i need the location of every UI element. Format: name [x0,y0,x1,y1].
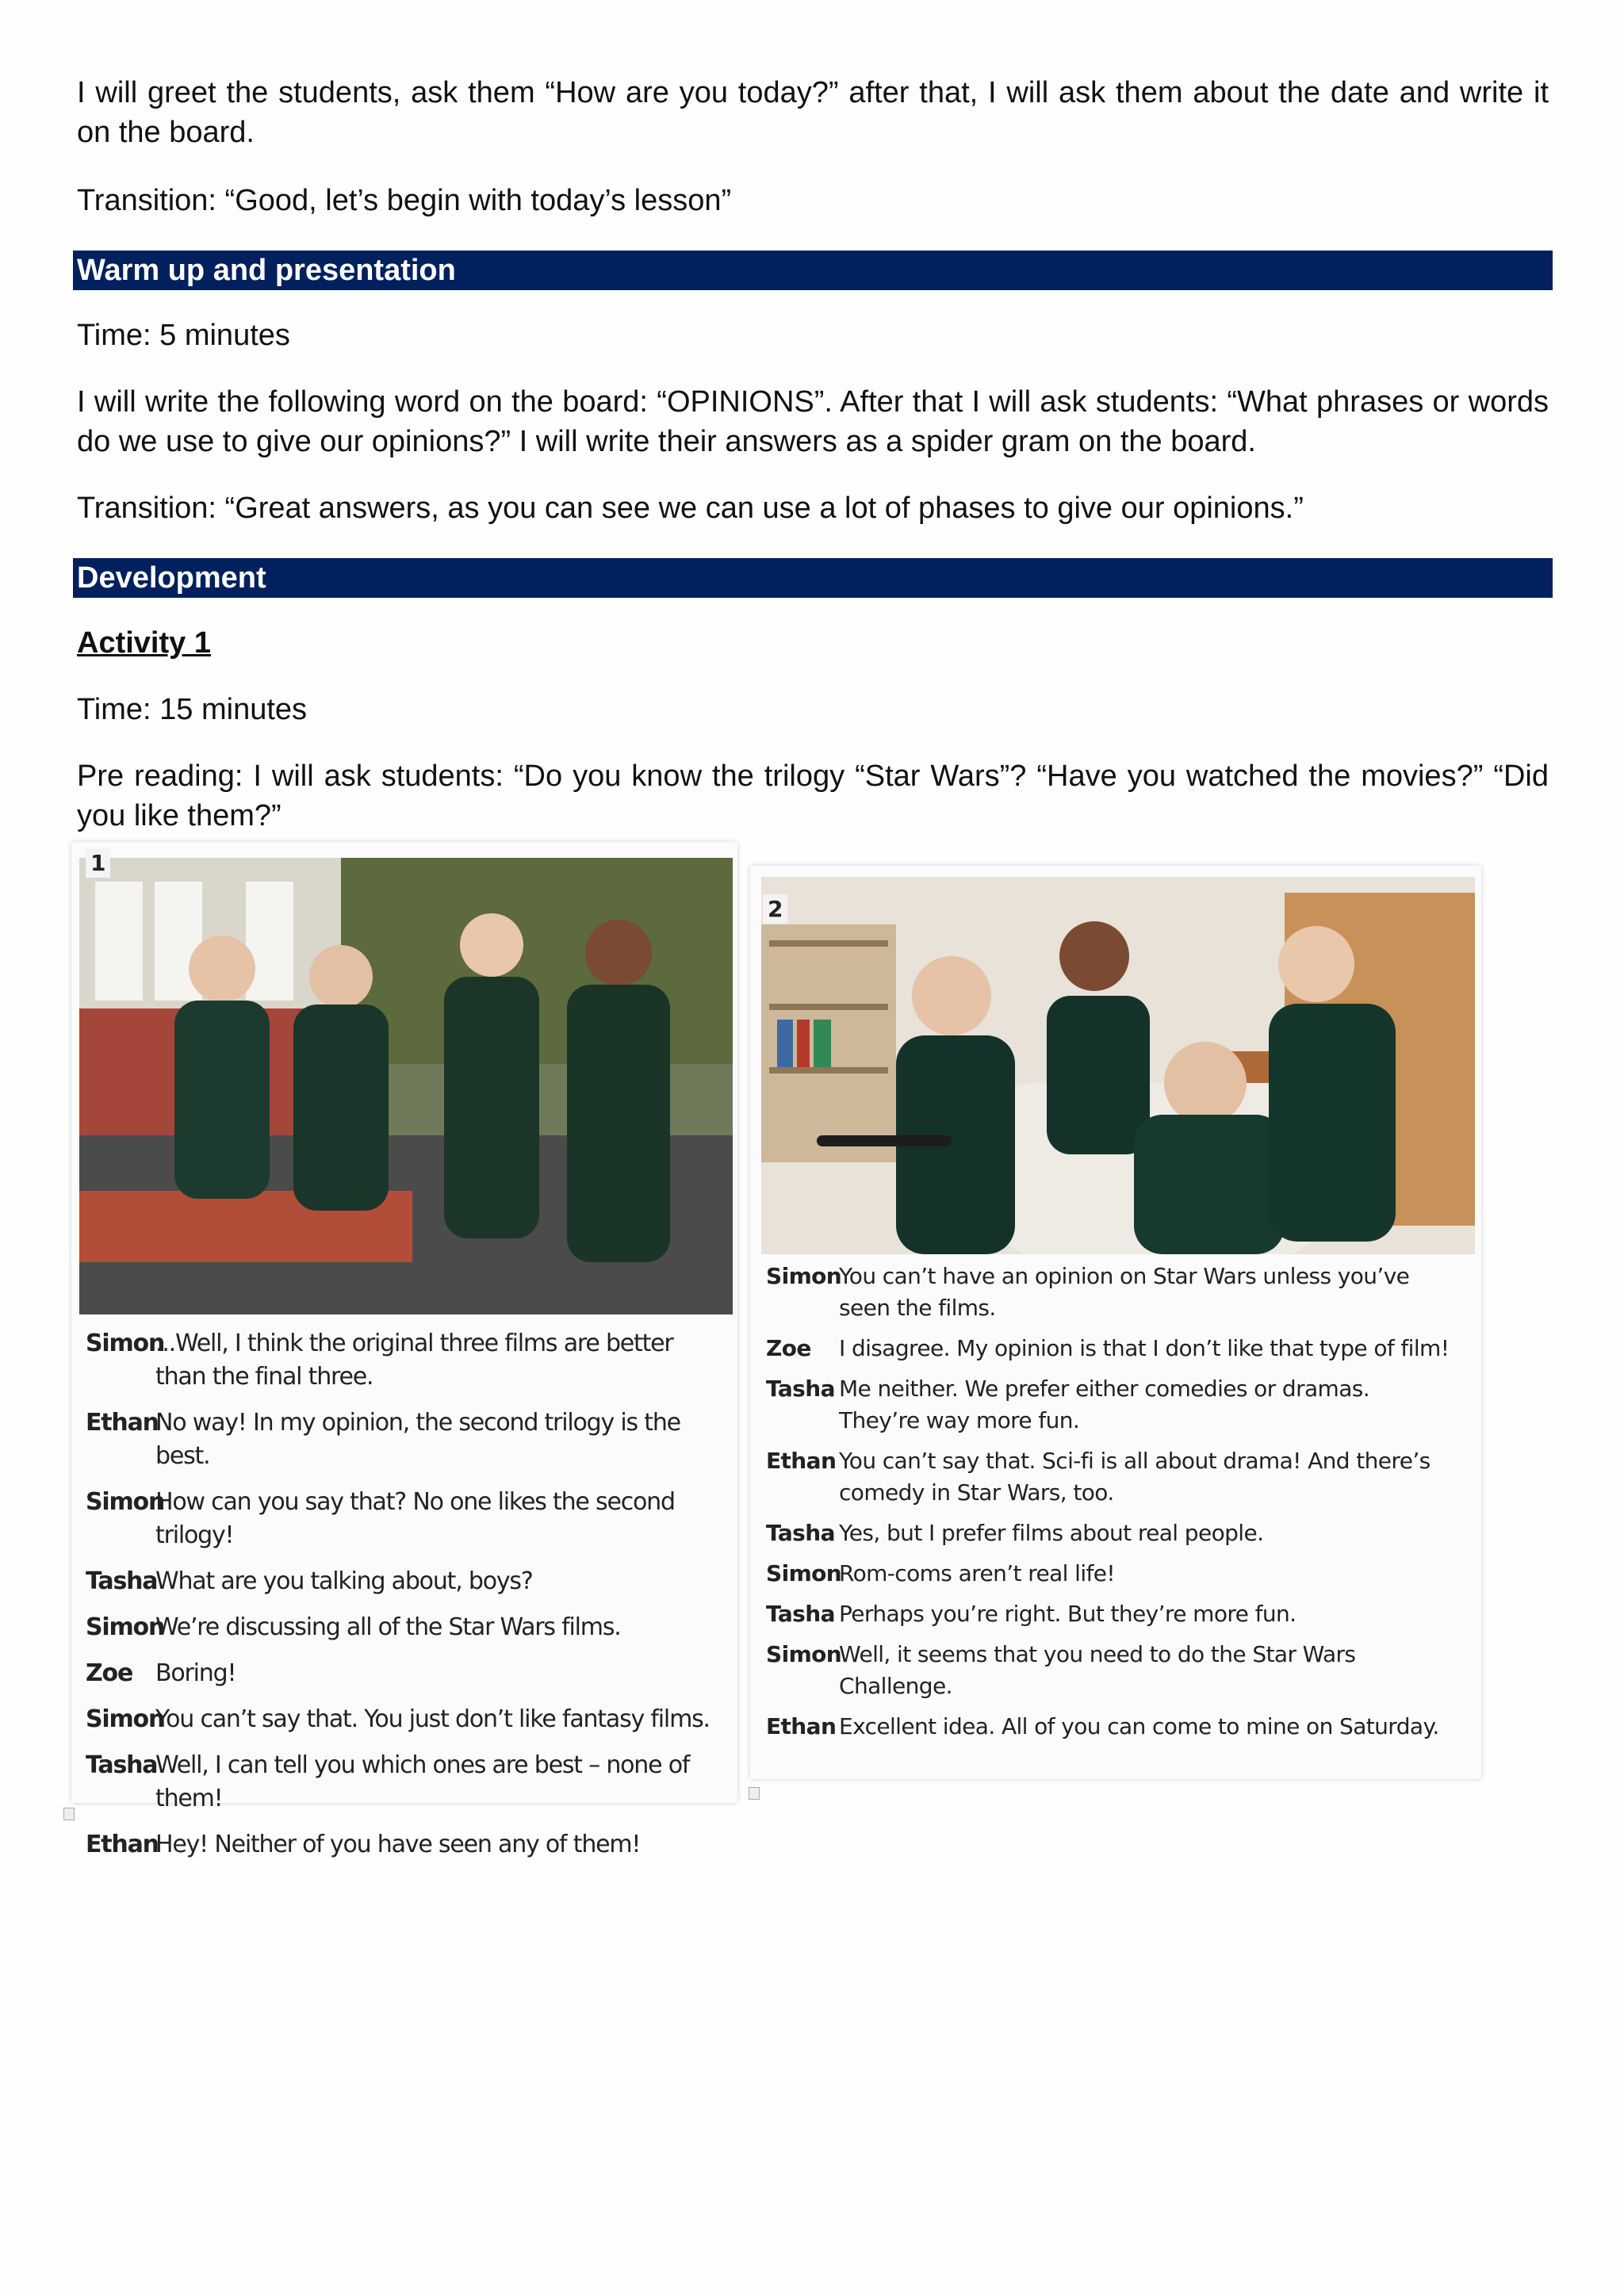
line-text: Hey! Neither of you have seen any of them! [155,1831,641,1858]
speaker-name: Simon [766,1641,842,1667]
speaker-name: Simon [86,1488,165,1516]
dialogue-line [86,1611,728,1644]
dialogue-line [86,1828,728,1862]
intro-greeting: I will greet the students, ask them “How are you today?” after that, I will ask them about the date and write it on the board. [77,76,1549,149]
speaker-name: Tasha [766,1601,835,1627]
speaker-name: Simon [86,1705,165,1733]
activity-time: Time: 15 minutes [77,693,308,726]
section-heading-development: Development [73,558,1553,598]
photo-students-living-room [761,877,1475,1254]
panel-number-1: 1 [86,848,110,878]
speaker-name: Ethan [86,1409,159,1437]
line-text: Well, I can tell you which ones are best – none of them! [155,1751,690,1812]
dialogue-line [766,1261,1456,1324]
warmup-transition: Transition: “Great answers, as you can see we can use a lot of phases to give our opinions.” [77,492,1304,525]
line-text: How can you say that? No one likes the second trilogy! [155,1488,675,1549]
photo-students-outside [79,858,733,1314]
dialogue-line [766,1558,1456,1590]
dialogue-line [766,1333,1456,1364]
students-outside-illustration [79,858,733,1314]
dialogue-line [86,1486,728,1552]
dialogue-line [86,1657,728,1690]
speaker-name: Zoe [766,1335,811,1361]
speaker-name: Tasha [766,1376,835,1402]
line-text: Boring! [155,1659,236,1687]
dialogue-line [86,1327,728,1394]
dialogue-line [766,1517,1456,1549]
line-text: Yes, but I prefer films about real people. [839,1520,1264,1546]
activity-title: Activity 1 [77,626,211,660]
warmup-instruction: I will write the following word on the board: “OPINIONS”. After that I will ask students: “What phrases or words do we use to give our opinions?” I will write their answers as a spider gram on the board. [77,385,1549,458]
speaker-name: Simon [766,1560,842,1586]
panel-number-2: 2 [763,894,787,924]
speaker-name: Simon [86,1613,165,1641]
warmup-time: Time: 5 minutes [77,319,290,352]
line-text: We’re discussing all of the Star Wars films. [155,1613,621,1641]
dialogue-2 [766,1261,1456,1751]
speaker-name: Simon [86,1330,165,1357]
embedded-object-marker [63,1808,75,1820]
line-text: Well, it seems that you need to do the Star Wars Challenge. [839,1641,1356,1699]
speaker-name: Tasha [86,1751,158,1779]
pre-reading-instruction: Pre reading: I will ask students: “Do you know the trilogy “Star Wars”? “Have you watched the movies?” “Did you like them?” [77,760,1549,832]
dialogue-line [766,1639,1456,1702]
dialogue-line [766,1598,1456,1630]
speaker-name: Tasha [766,1520,835,1546]
intro-transition: Transition: “Good, let’s begin with today’s lesson” [77,184,732,217]
speaker-name: Simon [766,1263,842,1289]
line-text: What are you talking about, boys? [155,1567,533,1595]
dialogue-line [766,1445,1456,1509]
line-text: I disagree. My opinion is that I don’t like that type of film! [839,1335,1450,1361]
line-text: Me neither. We prefer either comedies or dramas. They’re way more fun. [839,1376,1370,1433]
line-text: You can’t have an opinion on Star Wars unless you’ve seen the films. [839,1263,1410,1321]
line-text: You can’t say that. You just don’t like fantasy films. [155,1705,710,1733]
speaker-name: Ethan [86,1831,159,1858]
speaker-name: Ethan [766,1713,837,1739]
students-living-room-illustration [761,877,1475,1254]
line-text: ...Well, I think the original three films are better than the final three. [155,1330,673,1391]
dialogue-line [86,1565,728,1598]
line-text: No way! In my opinion, the second trilogy is the best. [155,1409,680,1470]
line-text: Perhaps you’re right. But they’re more fun. [839,1601,1297,1627]
line-text: Rom-coms aren’t real life! [839,1560,1116,1586]
dialogue-line [766,1373,1456,1437]
dialogue-1 [86,1327,728,1874]
speaker-name: Tasha [86,1567,158,1595]
speaker-name: Zoe [86,1659,133,1687]
dialogue-line [86,1703,728,1736]
textbook-panel-1 [71,842,737,1858]
dialogue-line [86,1406,728,1473]
embedded-object-marker [749,1787,760,1800]
dialogue-line [86,1749,728,1816]
dialogue-line [766,1711,1456,1743]
speaker-name: Ethan [766,1448,837,1474]
section-heading-warmup: Warm up and presentation [73,251,1553,290]
line-text: Excellent idea. All of you can come to mine on Saturday. [839,1713,1439,1739]
line-text: You can’t say that. Sci-fi is all about drama! And there’s comedy in Star Wars, too. [839,1448,1431,1506]
textbook-panel-2 [750,866,1481,1779]
